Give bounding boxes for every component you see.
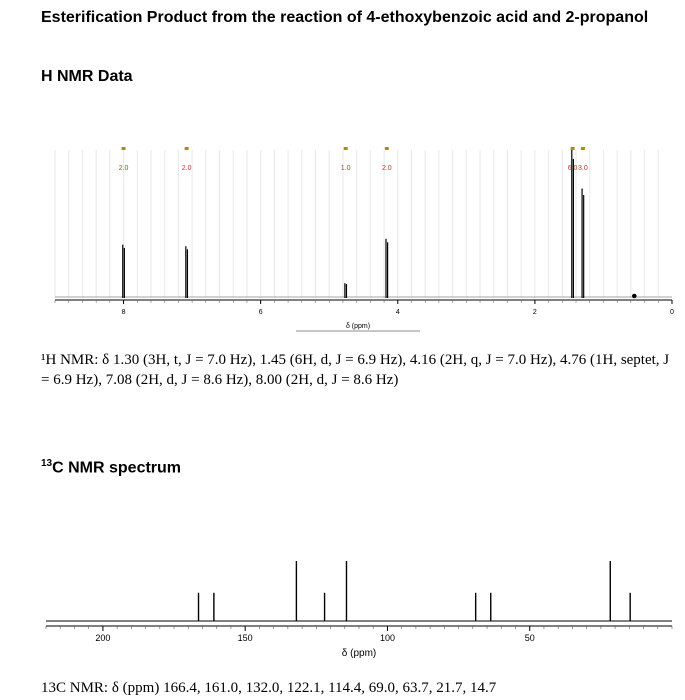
x-tick-label: 0 [670,309,674,316]
x-tick-label: 100 [379,633,395,643]
x-tick-label: 4 [395,309,400,316]
c-heading-superscript: 13 [41,458,53,469]
integration-label: 2.0 [118,165,129,172]
integration-marker [571,147,575,150]
integration-marker [344,147,348,150]
h-nmr-heading: H NMR Data [41,68,133,85]
c-nmr-text: 13C NMR: δ (ppm) 166.4, 161.0, 132.0, 122.1, 114.4, 69.0, 63.7, 21.7, 14.7 [41,680,497,696]
x-tick-label: 2 [532,309,537,316]
integration-label: 6.0 [567,165,578,172]
integration-label: 3.0 [578,165,588,172]
x-tick-label: 6 [258,309,263,316]
x-tick-label: 150 [237,633,253,643]
integration-marker [385,147,389,150]
integration-marker [185,147,189,150]
x-axis-title: δ (ppm) [341,648,377,659]
c-nmr-heading [41,458,181,477]
page-title: Esterification Product from the reaction of 4-ethoxybenzoic acid and 2-propanol [41,9,649,26]
h-nmr-text: ¹H NMR: δ 1.30 (3H, t, J = 7.0 Hz), 1.45 (6H, d, J = 6.9 Hz), 4.16 (2H, q, J = 7.0 Hz), 4.76 (1H, septet, J = 6.9 Hz), 7.08 (2H, d, J = 8.6 Hz), 8.00 (2H, d, J = 8.6 Hz) [41,352,670,388]
x-tick-label: 200 [95,633,111,643]
x-tick-label: 8 [121,309,126,316]
x-tick-label: 50 [524,633,535,643]
c-heading-label: C NMR spectrum [52,459,182,477]
c-nmr-spectrum [0,540,685,670]
reference-dot [632,294,637,299]
integration-label: 2.0 [381,165,392,172]
integration-marker [581,147,585,150]
integration-marker [122,147,126,150]
x-axis-title: δ (ppm) [345,323,371,330]
integration-label: 1.0 [340,165,351,172]
integration-label: 2.0 [181,165,192,172]
h-nmr-spectrum [0,140,685,340]
